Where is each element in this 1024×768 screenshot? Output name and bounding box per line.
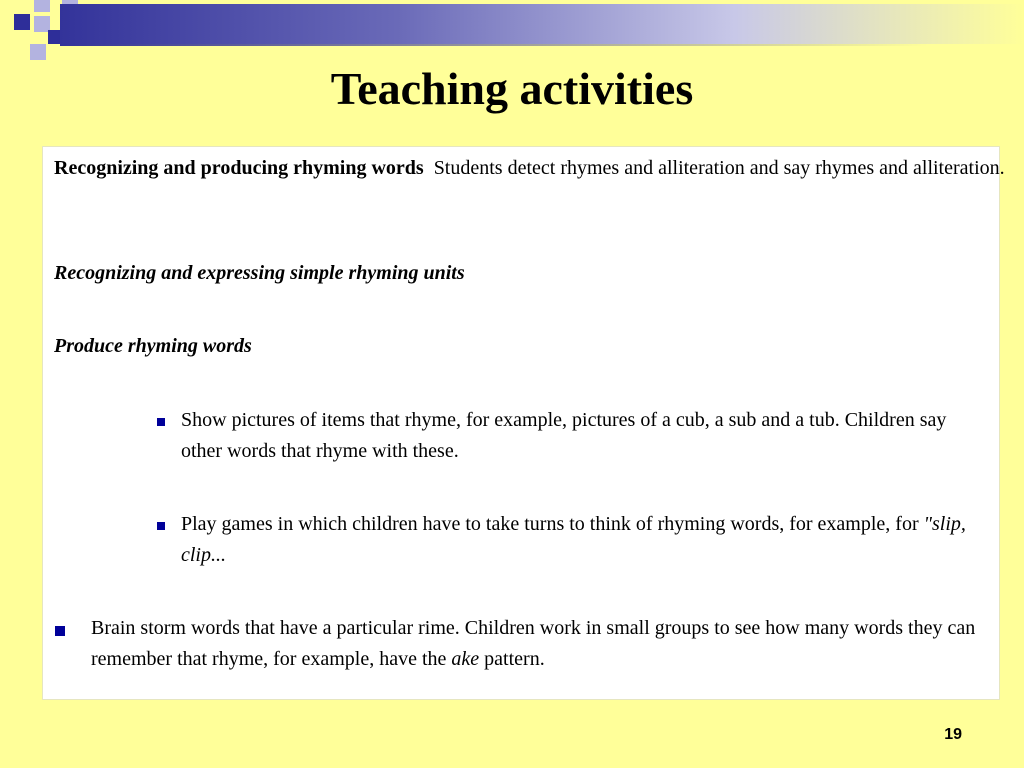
slide-title: Teaching activities (330, 63, 694, 114)
list-item (181, 405, 987, 467)
list-item-text: Brain storm words that have a particular rime. Children work in small groups to see how many words they can remember that rhyme, for example, have the (91, 617, 976, 670)
header-line (60, 44, 1024, 46)
list-item-example: ake (451, 648, 480, 670)
bullet-icon (157, 418, 165, 426)
list-item-example: "slip, clip... (181, 513, 966, 566)
paragraph-text: Students detect rhymes and alliteration and say rhymes and alliteration. (433, 157, 1005, 179)
paragraph-rhyming-units (54, 258, 984, 289)
decor-square (34, 0, 50, 12)
subheading: Produce rhyming words (54, 335, 252, 357)
decor-square (14, 14, 30, 30)
decor-square (30, 44, 46, 60)
page-number: 19 (944, 726, 962, 743)
list-item-text: Play games in which children have to take turns to think of rhyming words, for example, for (181, 513, 924, 535)
list-item-tail: pattern. (479, 648, 545, 670)
bullet-icon (55, 626, 65, 636)
list-item (91, 613, 991, 675)
header-gradient-bar (60, 4, 1024, 44)
subheading: Recognizing and expressing simple rhyming units (54, 262, 465, 284)
paragraph-rhyming-words (54, 153, 1024, 184)
paragraph-heading: Recognizing and producing rhyming words (54, 157, 424, 179)
content-box (42, 146, 1005, 700)
paragraph-produce-rhyming (54, 331, 984, 362)
list-item-text: Show pictures of items that rhyme, for example, pictures of a cub, a sub and a tub. Children say other words that rhyme with these. (181, 409, 947, 462)
bullet-icon (157, 522, 165, 530)
list-item (181, 509, 987, 571)
